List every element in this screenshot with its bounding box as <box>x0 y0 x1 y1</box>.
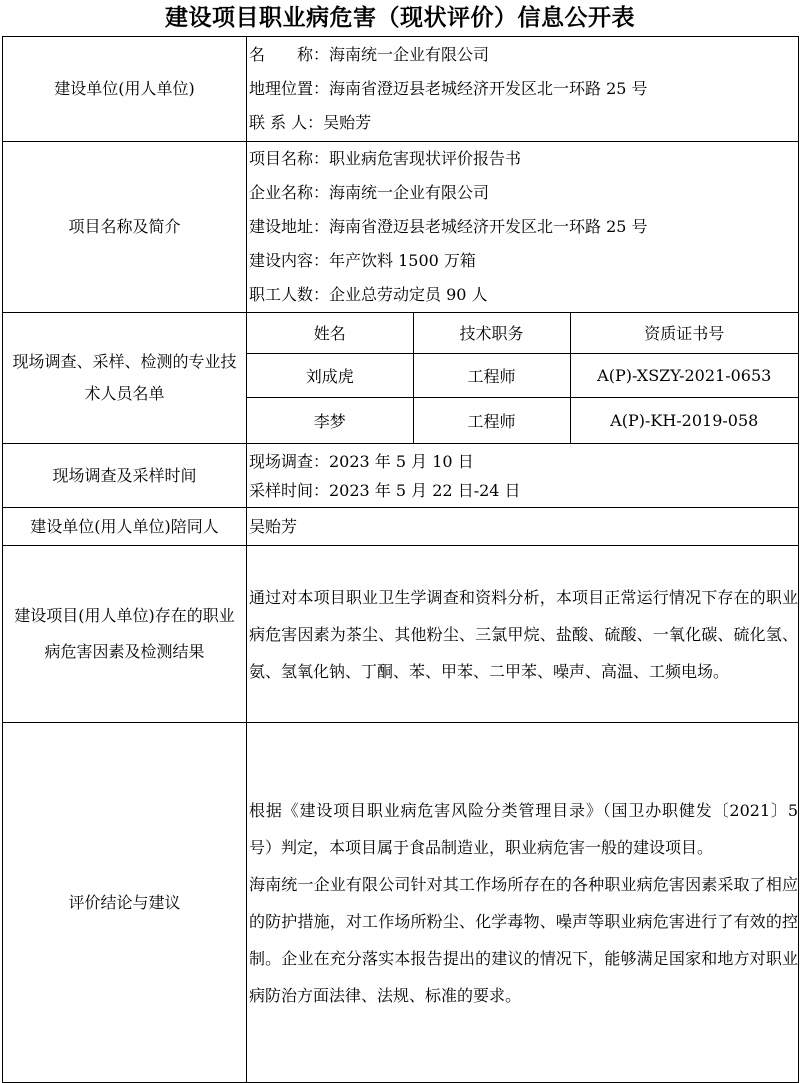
staff-cert: A(P)-KH-2019-058 <box>570 397 798 443</box>
sampling-date: 采样时间：2023 年 5 月 22 日-24 日 <box>249 480 521 500</box>
project-content: 建设内容：年产饮料 1500 万箱 <box>249 251 476 270</box>
companion-label: 建设单位(用人单位)陪同人 <box>3 508 247 546</box>
survey-date: 现场调查：2023 年 5 月 10 日 <box>249 451 474 471</box>
staff-title: 工程师 <box>413 397 570 443</box>
unit-name: 名 称：海南统一企业有限公司 <box>249 45 490 64</box>
conclusion-label: 评价结论与建议 <box>3 723 247 1083</box>
project-name: 项目名称：职业病危害现状评价报告书 <box>249 149 522 168</box>
project-info <box>247 142 799 313</box>
row-survey-time <box>3 444 799 508</box>
staff-cell <box>247 313 799 444</box>
info-table <box>2 36 799 1083</box>
hazards-label: 建设项目(用人单位)存在的职业病危害因素及检测结果 <box>3 546 247 723</box>
companion-cell <box>247 508 799 546</box>
survey-time-info <box>247 444 799 508</box>
conclusion-paragraph: 海南统一企业有限公司针对其工作场所存在的各种职业病危害因素采取了相应的防护措施，对工作场所粉尘、化学毒物、噪声等职业病危害进行了有效的控制。企业在充分落实本报告提出的建议的情况下，能够满足国家和地方对职业病防治方面法律、法规、标准的要求。 <box>249 874 798 1005</box>
staff-name: 李梦 <box>247 397 413 443</box>
unit-info <box>247 37 799 142</box>
project-address: 建设地址：海南省澄迈县老城经济开发区北一环路 25 号 <box>249 217 648 236</box>
staff-header-title: 技术职务 <box>413 313 570 353</box>
row-companion <box>3 508 799 546</box>
unit-contact: 联 系 人：吴贻芳 <box>249 113 372 132</box>
staff-label: 现场调查、采样、检测的专业技术人员名单 <box>3 313 247 444</box>
staff-header-name: 姓名 <box>247 313 413 353</box>
page-title: 建设项目职业病危害（现状评价）信息公开表 <box>165 5 635 31</box>
survey-time-label: 现场调查及采样时间 <box>3 444 247 508</box>
conclusion-paragraph: 根据《建设项目职业病危害风险分类管理目录》（国卫办职健发〔2021〕5 号）判定，本项目属于食品制造业，职业病危害一般的建设项目。 <box>249 800 798 857</box>
table-row <box>247 353 798 397</box>
staff-table <box>247 313 798 443</box>
row-unit <box>3 37 799 142</box>
staff-header-row <box>247 313 798 353</box>
staff-name: 刘成虎 <box>247 353 413 397</box>
staff-title: 工程师 <box>413 353 570 397</box>
project-staff-count: 职工人数：企业总劳动定员 90 人 <box>249 285 488 304</box>
unit-location: 地理位置：海南省澄迈县老城经济开发区北一环路 25 号 <box>249 79 648 98</box>
table-row <box>247 397 798 443</box>
row-hazards <box>3 546 799 723</box>
row-project <box>3 142 799 313</box>
unit-label: 建设单位(用人单位) <box>3 37 247 142</box>
staff-header-cert: 资质证书号 <box>570 313 798 353</box>
project-label: 项目名称及简介 <box>3 142 247 313</box>
staff-cert: A(P)-XSZY-2021-0653 <box>570 353 798 397</box>
conclusion-cell <box>247 723 799 1083</box>
hazards-text: 通过对本项目职业卫生学调查和资料分析，本项目正常运行情况下存在的职业病危害因素为茶尘、其他粉尘、三氯甲烷、盐酸、硫酸、一氧化碳、硫化氢、氨、氢氧化钠、丁酮、苯、甲苯、二甲苯、噪声、高温、工频电场。 <box>247 546 799 723</box>
project-company: 企业名称：海南统一企业有限公司 <box>249 183 490 202</box>
row-conclusion <box>3 723 799 1083</box>
companion-value: 吴贻芳 <box>249 516 298 536</box>
row-staff <box>3 313 799 444</box>
